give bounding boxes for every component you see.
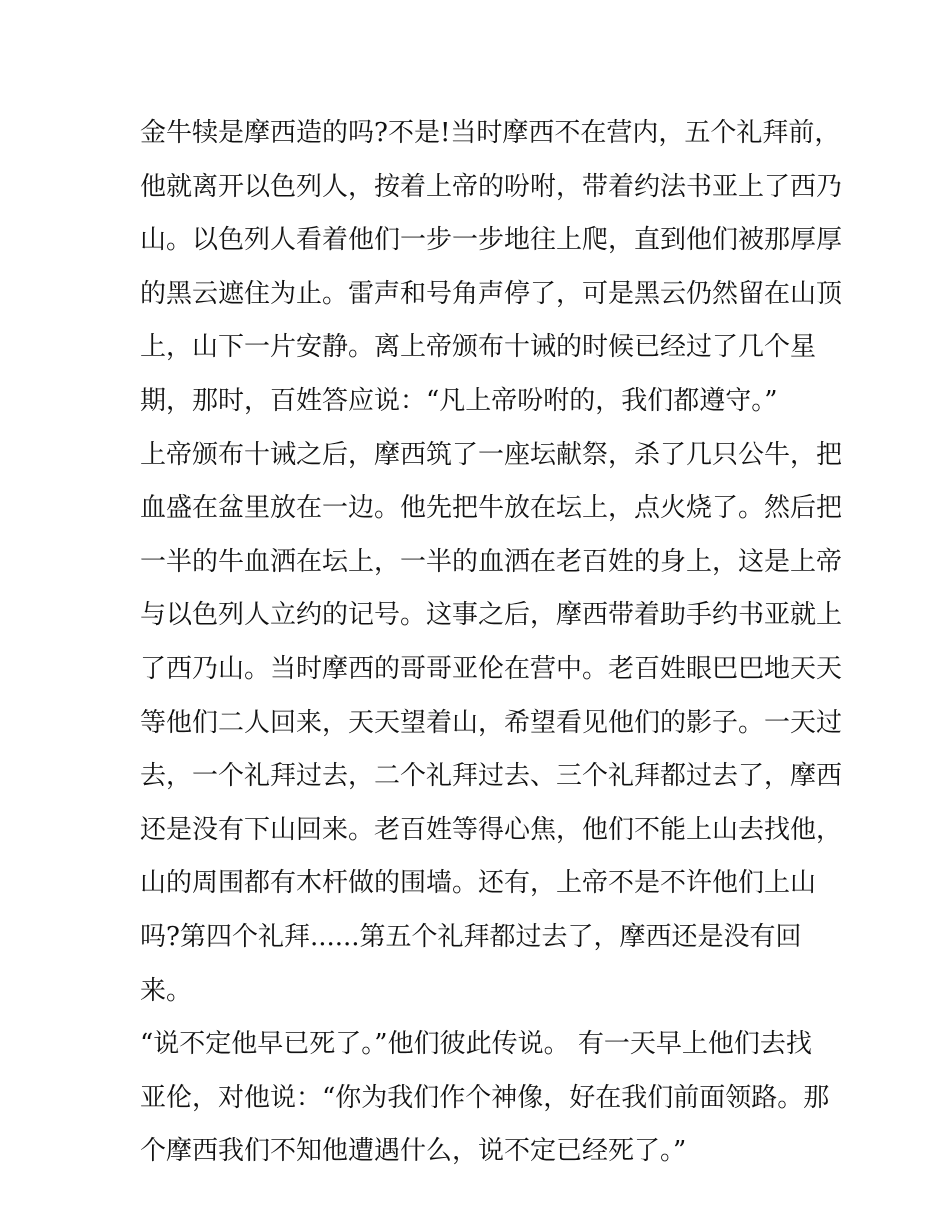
text-line: 等他们二人回来，天天望着山，希望看见他们的影子。一天过: [140, 707, 843, 738]
text-line: 与以色列人立约的记号。这事之后，摩西带着助手约书亚就上: [140, 600, 843, 631]
text-line: 还是没有下山回来。老百姓等得心焦，他们不能上山去找他，: [140, 814, 843, 845]
text-line: 期，那时，百姓答应说：“凡上帝吩咐的，我们都遵守。”: [140, 385, 778, 416]
text-line: 的黑云遮住为止。雷声和号角声停了，可是黑云仍然留在山顶: [140, 278, 843, 309]
text-line: 了西乃山。当时摩西的哥哥亚伦在营中。老百姓眼巴巴地天天: [140, 653, 843, 684]
text-line: 吗?第四个礼拜......第五个礼拜都过去了，摩西还是没有回: [140, 921, 802, 952]
text-line: 他就离开以色列人，按着上帝的吩咐，带着约法书亚上了西乃: [140, 171, 843, 202]
text-line: 上帝颁布十诫之后，摩西筑了一座坛献祭，杀了几只公牛，把: [140, 439, 843, 470]
text-line: 个摩西我们不知他遭遇什么，说不定已经死了。”: [140, 1136, 687, 1167]
text-line: “说不定他早已死了。”他们彼此传说。 有一天早上他们去找: [140, 1029, 812, 1060]
text-line: 一半的牛血洒在坛上，一半的血洒在老百姓的身上，这是上帝: [140, 546, 843, 577]
text-line: 山。以色列人看着他们一步一步地往上爬，直到他们被那厚厚: [140, 225, 843, 256]
text-line: 上，山下一片安静。离上帝颁布十诫的时候已经过了几个星: [140, 332, 817, 363]
text-line: 来。: [140, 975, 193, 1006]
text-line: 山的周围都有木杆做的围墙。还有，上帝不是不许他们上山: [140, 868, 817, 899]
text-line: 去，一个礼拜过去，二个礼拜过去、三个礼拜都过去了，摩西: [140, 761, 843, 792]
body-text: [140, 107, 843, 1179]
text-line: 金牛犊是摩西造的吗?不是!当时摩西不在营内，五个礼拜前，: [140, 118, 841, 148]
text-line: 血盛在盆里放在一边。他先把牛放在坛上，点火烧了。然后把: [140, 493, 843, 524]
text-line: 亚伦，对他说：“你为我们作个神像，好在我们前面领路。那: [140, 1082, 830, 1113]
